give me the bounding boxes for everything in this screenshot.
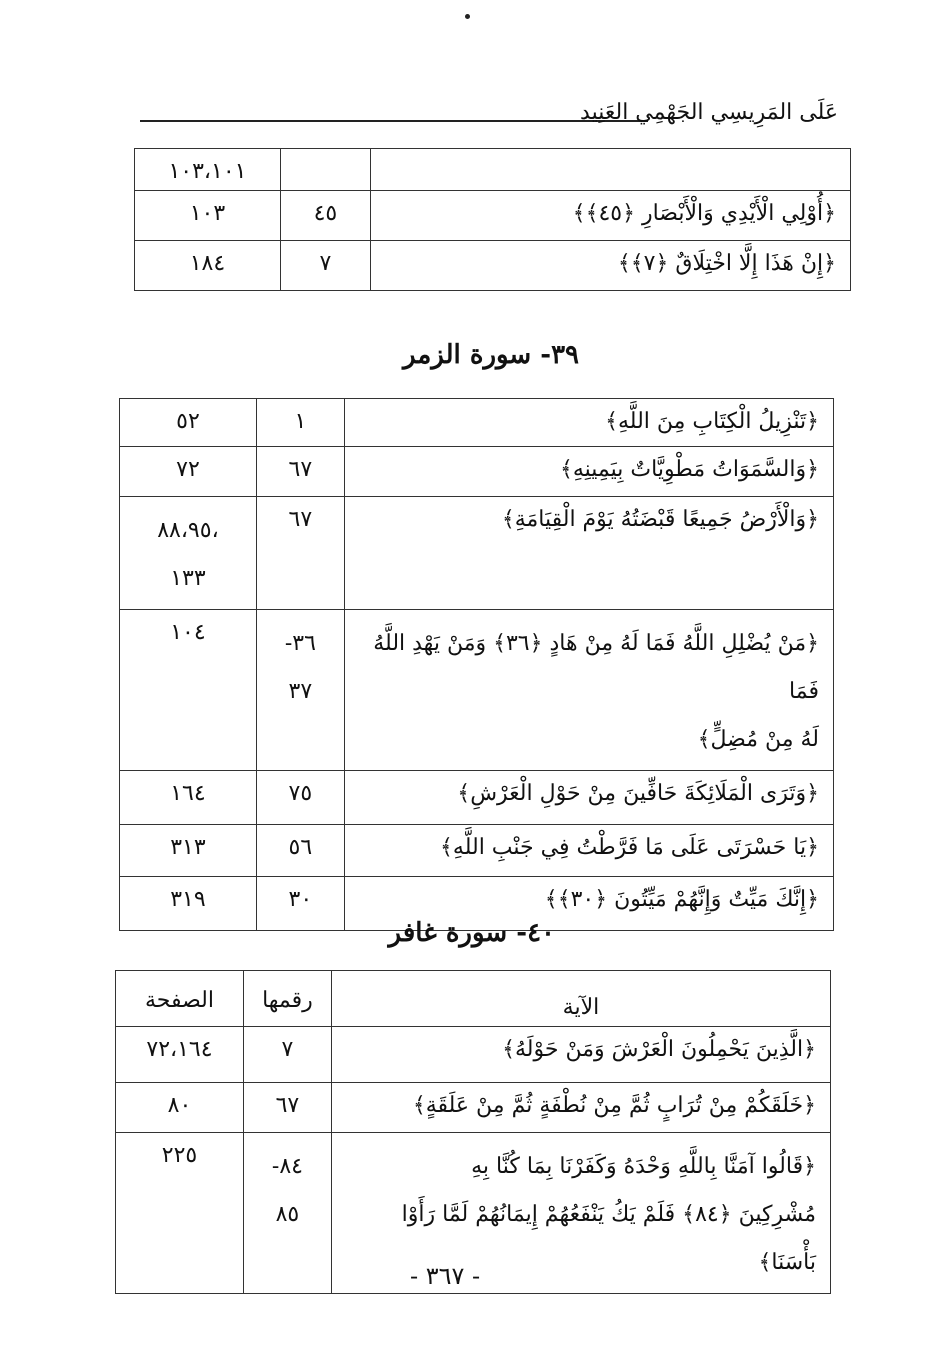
verse-number-cell xyxy=(243,1133,331,1294)
surah-39-table xyxy=(119,398,834,931)
page-ref-cell: ٣١٩ xyxy=(120,877,257,931)
verse-number-line: -٣٦ xyxy=(284,631,316,656)
verse-number-cell: ٦٧ xyxy=(256,497,344,610)
ayah-cell xyxy=(331,1133,830,1294)
header-verse-number: رقمها xyxy=(243,971,331,1027)
table-row xyxy=(116,1027,831,1083)
ayah-line: لَهُ مِنْ مُضِلٍّ﴾ xyxy=(697,727,819,752)
table-row xyxy=(135,191,851,241)
continuation-table xyxy=(134,148,851,291)
surah-39-title: ٣٩- سورة الزمر xyxy=(403,340,579,370)
verse-number-cell: ٣٠ xyxy=(256,877,344,931)
verse-number-cell: ٥٦ xyxy=(256,825,344,877)
surah-40-table xyxy=(115,970,831,1294)
table-row xyxy=(116,1083,831,1133)
page-ref-cell: ٧٢ xyxy=(120,447,257,497)
table-row xyxy=(120,497,834,610)
table-row xyxy=(120,825,834,877)
header-ayah: الآية xyxy=(331,971,830,1027)
page-ref-cell: ٢٢٥ xyxy=(116,1133,244,1294)
page-ref-cell xyxy=(120,497,257,610)
verse-number-cell: ١ xyxy=(256,399,344,447)
page-ref-cell: ١٦٤ xyxy=(120,771,257,825)
ayah-cell xyxy=(370,149,850,191)
page-ref-cell: ٣١٣ xyxy=(120,825,257,877)
ayah-line: ﴿مَنْ يُضْلِلِ اللَّهُ فَمَا لَهُ مِنْ هَادٍ ﴿٣٦﴾ وَمَنْ يَهْدِ اللَّهُ فَمَا xyxy=(373,631,819,704)
table-row xyxy=(120,399,834,447)
ayah-cell: ﴿أُوْلِي الْأَيْدِي وَالْأَبْصَارِ ﴿٤٥﴾﴾ xyxy=(370,191,850,241)
ayah-line: مُشْرِكِينَ ﴿٨٤﴾ فَلَمْ يَكُ يَنْفَعُهُمْ إِيمَانُهُمْ لَمَّا رَأَوْا بَأْسَنَا﴾ xyxy=(401,1202,816,1275)
page-ref-cell: ٥٢ xyxy=(120,399,257,447)
page-number: - ٣٦٧ - xyxy=(410,1262,481,1290)
ayah-cell: ﴿الَّذِينَ يَحْمِلُونَ الْعَرْشَ وَمَنْ حَوْلَهُ﴾ xyxy=(331,1027,830,1083)
header-page: الصفحة xyxy=(116,971,244,1027)
page-ref-cell: ٧٢،١٦٤ xyxy=(116,1027,244,1083)
ayah-cell: ﴿وَالْأَرْضُ جَمِيعًا قَبْضَتُهُ يَوْمَ الْقِيَامَةِ﴾ xyxy=(344,497,833,610)
page-dot xyxy=(465,14,470,19)
running-head-title: عَلَى المَرِيسِي الجَهْمِي العَنِيد xyxy=(580,100,838,125)
header-rule xyxy=(140,120,648,122)
page-ref-cell: ١٠٣ xyxy=(135,191,281,241)
verse-number-line: -٨٤ xyxy=(271,1154,303,1179)
ayah-cell: ﴿يَا حَسْرَتَى عَلَى مَا فَرَّطْتُ فِي جَنْبِ اللَّهِ﴾ xyxy=(344,825,833,877)
verse-number-cell: ٤٥ xyxy=(280,191,370,241)
ayah-line: ﴿قَالُوا آمَنَّا بِاللَّهِ وَحْدَهُ وَكَفَرْنَا بِمَا كُنَّا بِهِ xyxy=(471,1154,816,1179)
surah-40-title: ٤٠- سورة غافر xyxy=(388,918,555,948)
verse-number-cell xyxy=(280,149,370,191)
table-row xyxy=(120,771,834,825)
verse-number-cell: ٧ xyxy=(243,1027,331,1083)
table-header-row xyxy=(116,971,831,1027)
verse-number-cell: ٧٥ xyxy=(256,771,344,825)
table-row xyxy=(135,241,851,291)
page-ref-cell: ١٠٣،١٠١ xyxy=(135,149,281,191)
ayah-cell: ﴿إِنَّكَ مَيِّتٌ وَإِنَّهُمْ مَيِّتُونَ ﴿٣٠﴾﴾ xyxy=(344,877,833,931)
ayah-cell: ﴿خَلَقَكُمْ مِنْ تُرَابٍ ثُمَّ مِنْ نُطْفَةٍ ثُمَّ مِنْ عَلَقَةٍ﴾ xyxy=(331,1083,830,1133)
table-row xyxy=(135,149,851,191)
verse-number-line: ٨٥ xyxy=(275,1202,300,1227)
ayah-cell: ﴿إِنْ هَذَا إِلَّا اخْتِلَاقٌ ﴿٧﴾﴾ xyxy=(370,241,850,291)
ayah-cell: ﴿تَنْزِيلُ الْكِتَابِ مِنَ اللَّهِ﴾ xyxy=(344,399,833,447)
ayah-cell xyxy=(344,610,833,771)
page-ref-cell: ٨٠ xyxy=(116,1083,244,1133)
table-row xyxy=(120,610,834,771)
verse-number-cell: ٦٧ xyxy=(243,1083,331,1133)
verse-number-cell xyxy=(256,610,344,771)
ayah-cell: ﴿وَتَرَى الْمَلَائِكَةَ حَافِّينَ مِنْ حَوْلِ الْعَرْشِ﴾ xyxy=(344,771,833,825)
verse-number-line: ٣٧ xyxy=(288,679,313,704)
page-ref-cell: ١٠٤ xyxy=(120,610,257,771)
running-head xyxy=(140,100,838,134)
page-ref-line: ١٣٣ xyxy=(170,566,206,591)
table-row xyxy=(120,447,834,497)
ayah-cell: ﴿وَالسَّمَوَاتُ مَطْوِيَّاتٌ بِيَمِينِهِ﴾ xyxy=(344,447,833,497)
page-ref-cell: ١٨٤ xyxy=(135,241,281,291)
verse-number-cell: ٦٧ xyxy=(256,447,344,497)
verse-number-cell: ٧ xyxy=(280,241,370,291)
page-ref-line: ٨٨،٩٥، xyxy=(157,518,219,543)
